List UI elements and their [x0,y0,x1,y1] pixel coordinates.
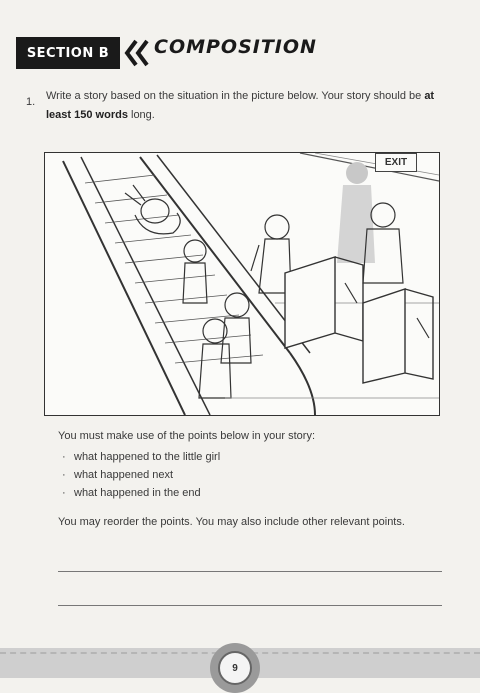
question-text [46,87,446,125]
double-chevron-icon [124,39,150,67]
writing-line[interactable] [58,605,442,606]
section-title: COMPOSITION [154,36,317,58]
story-point: what happened to the little girl [74,451,221,463]
story-picture [44,152,440,416]
section-label: SECTION B [16,37,120,69]
question-text-part2: long. [127,109,155,121]
list-item [62,466,220,484]
question-text-part1: Write a story based on the situation in the picture below. Your story should be [46,90,425,102]
story-point: what happened next [74,469,174,481]
story-point: what happened in the end [74,487,201,499]
escalator-scene-illustration [45,153,439,415]
list-item [62,484,220,502]
bullet-icon: · [62,451,66,463]
exit-sign: EXIT [375,153,417,172]
writing-line[interactable] [58,571,442,572]
bullet-icon: · [62,469,66,481]
story-points-list [62,448,220,502]
page-number: 9 [218,651,252,685]
bullet-icon: · [62,487,66,499]
question-number: 1. [26,96,36,108]
list-item [62,448,220,466]
points-intro: You must make use of the points below in your story: [58,430,316,442]
question-word-count: at least 150 words [46,90,435,121]
reorder-note: You may reorder the points. You may also include other relevant points. [58,516,405,528]
